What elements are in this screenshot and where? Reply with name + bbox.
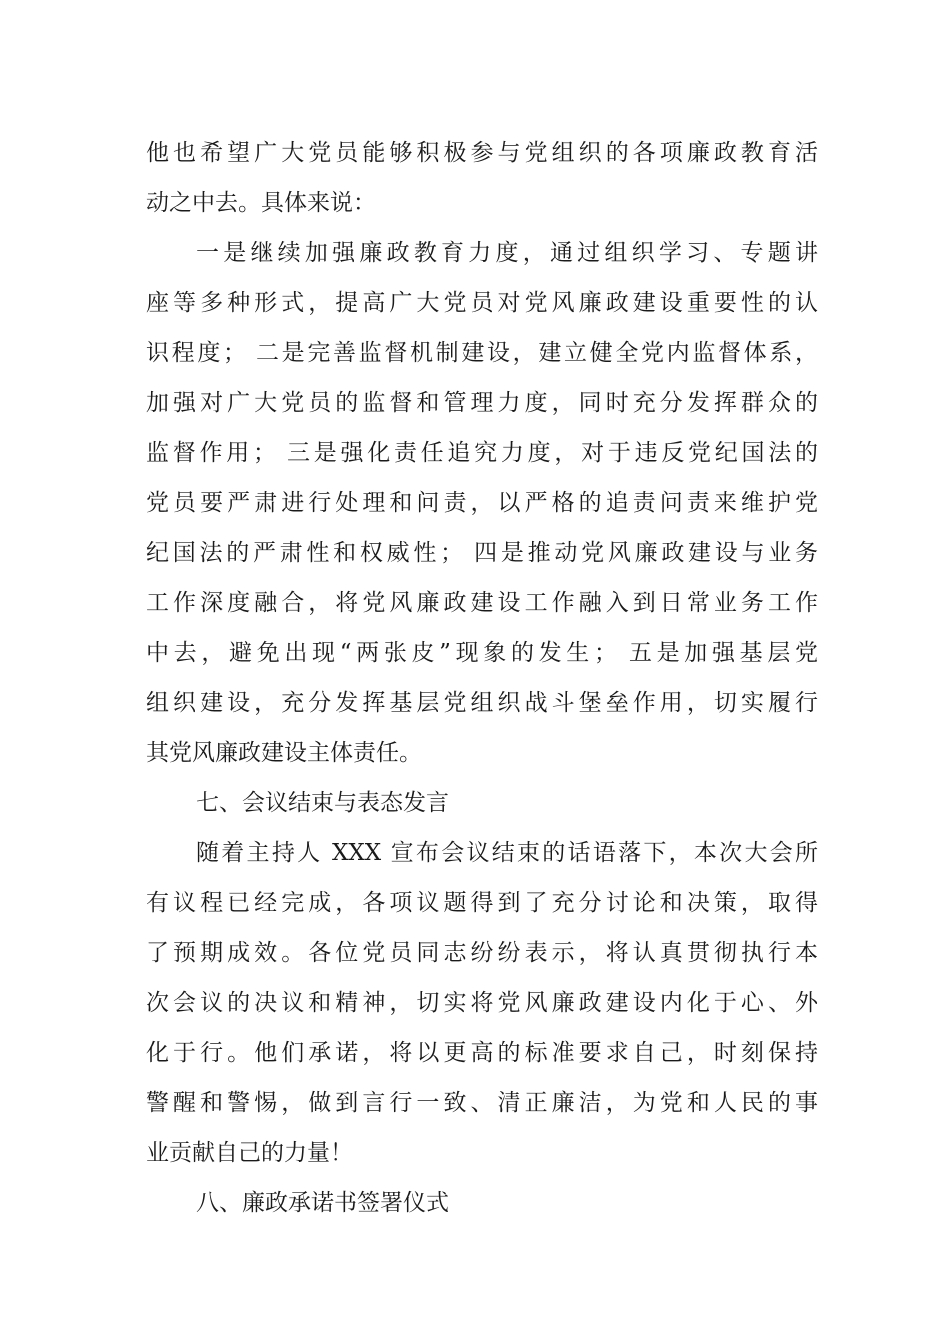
text-line: 他也希望广大党员能够积极参与党组织的各项廉政教育活 [146,140,818,166]
text-line: 化于行。他们承诺，将以更高的标准要求自己，时刻保持 [146,1040,818,1066]
section-heading: 七、会议结束与表态发言 [196,790,449,816]
text-line: 有议程已经完成，各项议题得到了充分讨论和决策，取得 [146,890,818,916]
text-line: 纪国法的严肃性和权威性； 四是推动党风廉政建设与业务 [146,540,818,566]
text-line: 监督作用； 三是强化责任追究力度，对于违反党纪国法的 [146,440,818,466]
text-line: 加强对广大党员的监督和管理力度，同时充分发挥群众的 [146,390,818,416]
text-line: 动之中去。具体来说： [146,190,376,216]
text-line: 一是继续加强廉政教育力度，通过组织学习、专题讲 [196,240,818,266]
text-line: 座等多种形式，提高广大党员对党风廉政建设重要性的认 [146,290,818,316]
document-body [146,128,818,1228]
text-line: 中去，避免出现“两张皮”现象的发生； 五是加强基层党 [146,640,818,666]
text-line: 警醒和警惕，做到言行一致、清正廉洁，为党和人民的事 [146,1090,818,1116]
text-line: 次会议的决议和精神，切实将党风廉政建设内化于心、外 [146,990,818,1016]
text-line: 随着主持人 XXX 宣布会议结束的话语落下，本次大会所 [196,840,818,866]
text-line: 党员要严肃进行处理和问责，以严格的追责问责来维护党 [146,490,818,516]
text-line: 其党风廉政建设主体责任。 [146,740,422,766]
section-heading: 八、廉政承诺书签署仪式 [196,1190,449,1216]
text-line: 业贡献自己的力量！ [146,1140,353,1166]
text-line: 组织建设，充分发挥基层党组织战斗堡垒作用，切实履行 [146,690,818,716]
text-line: 了预期成效。各位党员同志纷纷表示，将认真贯彻执行本 [146,940,818,966]
text-line: 识程度； 二是完善监督机制建设，建立健全党内监督体系， [146,340,818,366]
text-line: 工作深度融合，将党风廉政建设工作融入到日常业务工作 [146,590,818,616]
